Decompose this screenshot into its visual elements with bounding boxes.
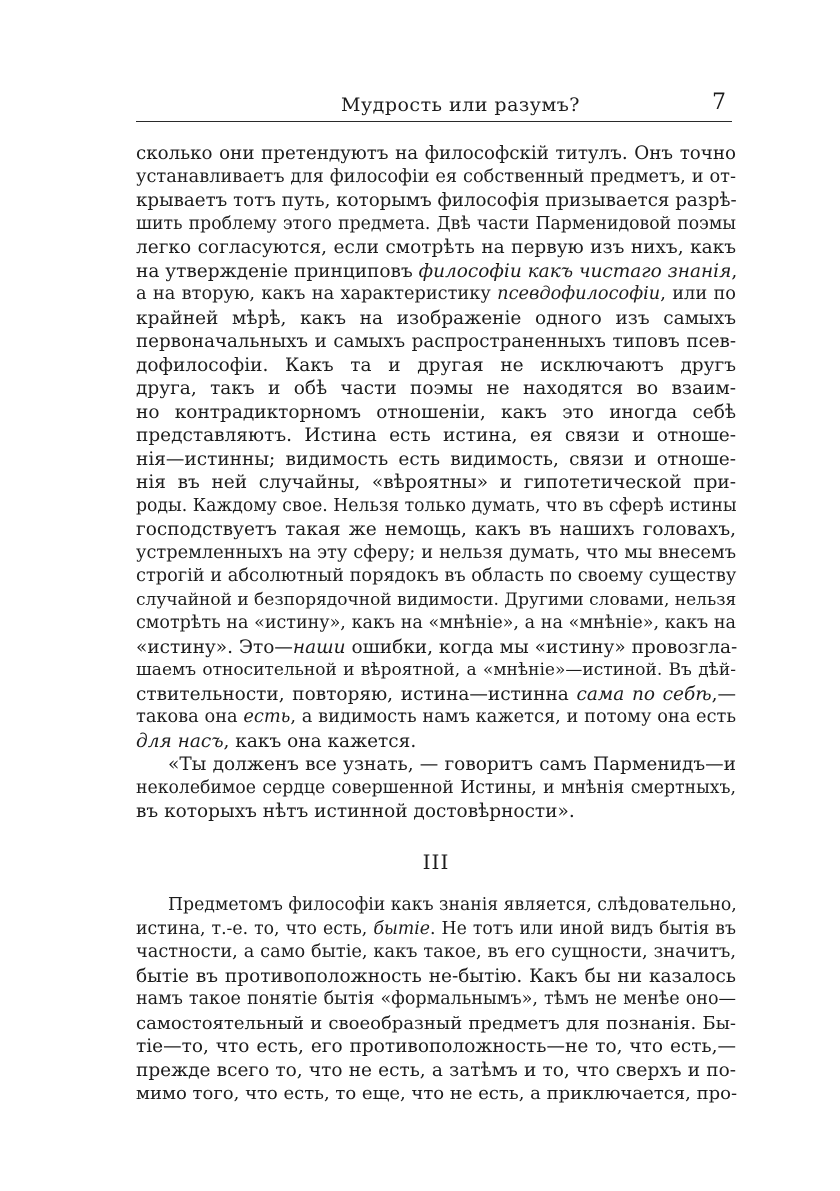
text-line: крываетъ тотъ путь, которымъ философія призывается разрѣ- [136,190,737,211]
text-line: бытіе въ противоположность не-бытію. Какъ бы ни казалось [136,965,736,987]
text-line [136,283,736,307]
text-line: Предметомъ философіи какъ знанія является, слѣдовательно, [168,895,737,915]
text-line: шаемъ относительной и вѣроятной, а «мнѣніе»—истиной. Въ дѣй- [136,660,736,680]
text-line: нія въ ней случайны, «вѣроятны» и гипотетической при- [136,472,736,493]
text-run: ствительности, повторяю, истина—истинна [136,683,577,705]
text-line: господствуетъ такая же немощь, какъ въ нашихъ головахъ, [136,519,736,540]
text-line: шить проблему этого предмета. Двѣ части Парменидовой поэмы [136,213,736,234]
text-line [136,706,736,730]
text-line: самостоятельный и своеобразный предметъ для познанія. Бы- [136,1012,736,1034]
spacer [136,824,736,851]
text-line: прежде всего то, что не есть, а затѣмъ и то, что сверхъ и по- [136,1059,736,1081]
text-line [136,636,736,660]
paragraph-3 [136,894,736,1106]
text-run: . Не тотъ или иной видъ бытія въ [430,918,736,939]
text-line [136,683,736,707]
text-line: смотрѣть на «истину», какъ на «мнѣніе», а на «мнѣніе», какъ на [136,613,736,633]
text-line: «Ты долженъ все узнать, — говоритъ самъ Парменидъ—и [168,754,736,775]
running-header [136,86,732,122]
body-text [136,142,736,1106]
text-line: строгій и абсолютный порядокъ въ область по своему существу [136,566,737,586]
text-line: роды. Каждому свое. Нельзя только думать, что въ сферѣ истины [136,495,737,516]
italic-run: философіи какъ чистаго знанія [418,260,732,282]
text-line: первоначальныхъ и самыхъ распространенныхъ типовъ псев- [136,331,736,352]
running-title: Мудрость или разумъ? [341,94,580,116]
text-run: , [731,260,738,282]
italic-run: наши [292,636,346,658]
text-line: нія—истинны; видимость есть видимость, связи и отноше- [136,448,736,470]
section-heading: III [422,849,450,874]
text-line: сколько они претендуютъ на философскій титулъ. Онъ точно [136,143,736,164]
text-run: ,— [711,683,736,705]
italic-run: псевдофилософіи [497,284,661,304]
text-line [136,260,736,284]
text-line: мимо того, что есть, то еще, что не есть, а приключается, про- [136,1083,738,1104]
text-run: «истину». Это— [136,636,293,658]
text-run: , какъ она кажется. [223,730,417,752]
text-line: устремленныхъ на эту сферу; и нельзя думать, что мы внесемъ [136,542,736,563]
text-line: крайней мѣрѣ, какъ на изображеніе одного изъ самыхъ [136,307,736,329]
text-line: намъ такое понятіе бытія «формальнымъ», тѣмъ не менѣе оно— [136,989,736,1009]
text-run: такова она [136,707,244,727]
text-line: устанавливаетъ для философіи ея собственный предметъ, и от- [136,166,736,187]
italic-run: сама по себѣ [576,683,712,705]
text-line: неколебимое сердце совершенной Истины, и мнѣнія смертныхъ, [136,777,736,798]
paragraph-2 [136,753,736,824]
text-run: а на вторую, какъ на характеристику [136,284,498,304]
text-line: случайной и безпорядочной видимости. Другими словами, нельзя [136,589,737,610]
italic-run: бытіе [373,918,431,939]
text-line [136,730,736,754]
text-line: тіе—то, что есть, его противоположность—не то, что есть,— [136,1036,736,1057]
text-run: истина, т.-е. то, что есть, [136,918,374,939]
page-number: 7 [712,90,726,115]
text-line: представляютъ. Истина есть истина, ея связи и отноше- [136,425,736,446]
paragraph-1 [136,142,736,753]
text-line: легко согласуются, если смотрѣть на первую изъ нихъ, какъ [136,237,736,258]
text-run: , или по [660,284,736,304]
text-line: дофилософіи. Какъ та и другая не исключаютъ другъ [136,354,736,376]
italic-run: есть [243,707,291,727]
text-line: но контрадикторномъ отношеніи, какъ это иногда себѣ [136,401,736,423]
text-line: въ которыхъ нѣтъ истинной достовѣрности». [136,801,575,822]
text-run: на утвержденіе принциповъ [136,260,419,282]
text-line [136,918,736,942]
text-line: друга, такъ и обѣ части поэмы не находятся во взаим- [136,378,736,399]
text-run: ошибки, когда мы «истину» провозгла- [345,636,738,658]
italic-run: для насъ [136,730,224,752]
text-run: , а видимость намъ кажется, и потому она есть [290,707,736,727]
text-line: частности, а само бытіе, какъ такое, въ его сущности, значитъ, [136,942,736,962]
header-rule [136,121,732,123]
spacer [136,874,736,894]
